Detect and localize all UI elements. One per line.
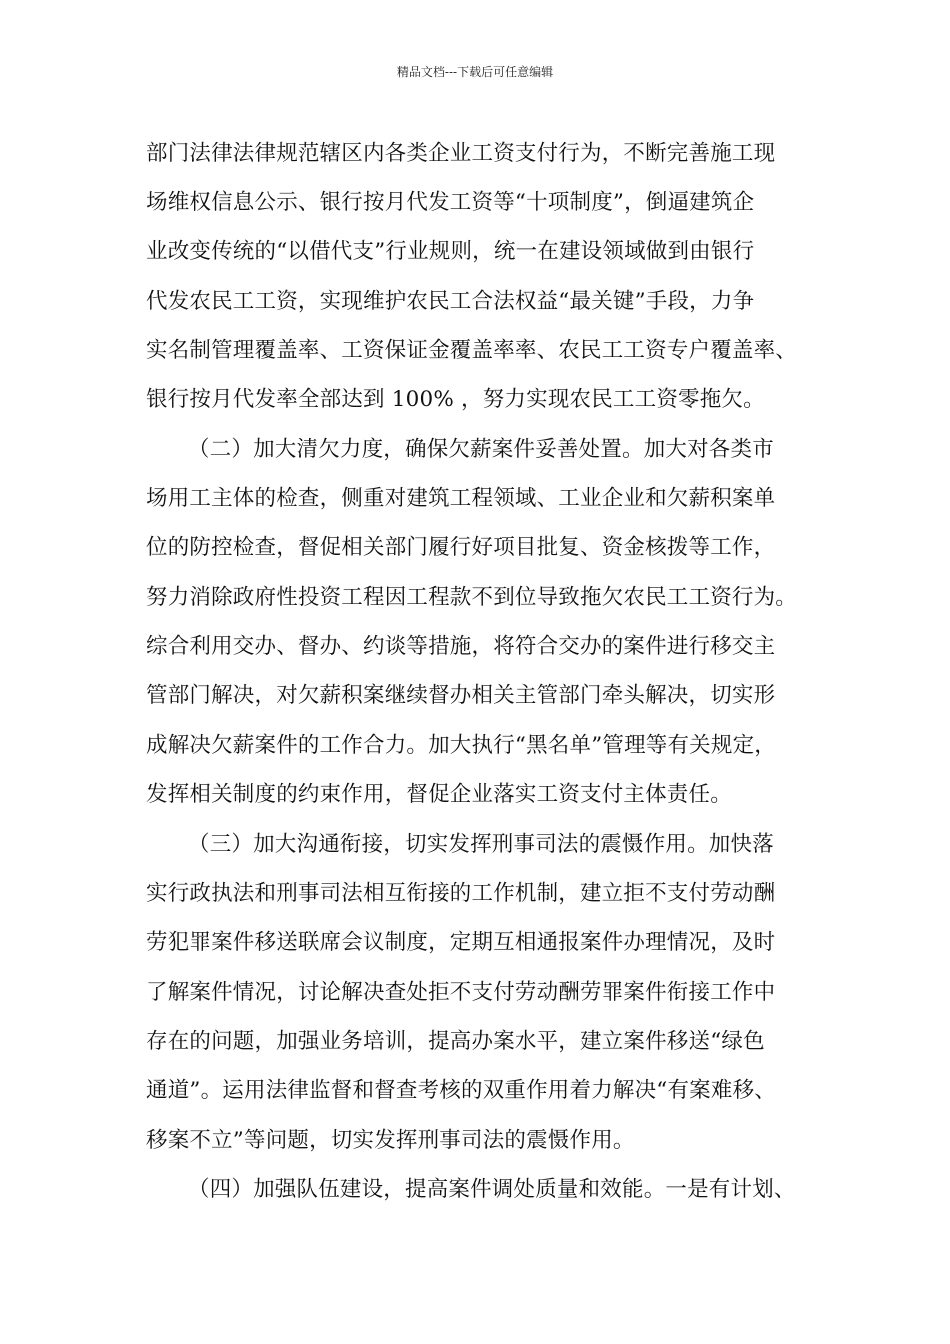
body-line: 努力消除政府性投资工程因工程款不到位导致拖欠农民工工资行为。: [146, 585, 798, 610]
page-header: 精品文档---下载后可任意编辑: [396, 65, 554, 79]
body-line: 发挥相关制度的约束作用，督促企业落实工资支付主体责任。: [146, 782, 732, 807]
body-line: 综合利用交办、督办、约谈等措施，将符合交办的案件进行移交主: [146, 634, 776, 659]
body-line: 代发农民工工资，实现维护农民工合法权益“最关键”手段，力争: [146, 289, 755, 314]
body-line: 场维权信息公示、银行按月代发工资等“十项制度”，倒逼建筑企: [146, 190, 755, 215]
body-line: 了解案件情况，讨论解决查处拒不支付劳动酬劳罪案件衔接工作中: [146, 980, 776, 1005]
paragraph-start-line: （四）加强队伍建设，提高案件调处质量和效能。一是有计划、: [188, 1177, 796, 1202]
body-line: 银行按月代发率全部达到 100% ，努力实现农民工工资零拖欠。: [146, 387, 765, 412]
body-line: 存在的问题，加强业务培训，提高办案水平，建立案件移送“绿色: [146, 1029, 765, 1054]
body-line: 成解决欠薪案件的工作合力。加大执行“黑名单”管理等有关规定，: [146, 733, 776, 758]
paragraph-start-line: （二）加大清欠力度，确保欠薪案件妥善处置。加大对各类市: [188, 437, 774, 462]
body-line: 实行政执法和刑事司法相互衔接的工作机制，建立拒不支付劳动酬: [146, 881, 776, 906]
body-line: 通道”。运用法律监督和督查考核的双重作用着力解决“有案难移、: [146, 1078, 776, 1103]
body-line: 移案不立”等问题，切实发挥刑事司法的震慑作用。: [146, 1128, 635, 1153]
body-line: 位的防控检查，督促相关部门履行好项目批复、资金核拨等工作，: [146, 535, 776, 560]
body-line: 场用工主体的检查，侧重对建筑工程领域、工业企业和欠薪积案单: [146, 486, 776, 511]
body-line: 劳犯罪案件移送联席会议制度，定期互相通报案件办理情况，及时: [146, 930, 776, 955]
body-line: 管部门解决，对欠薪积案继续督办相关主管部门牵头解决，切实形: [146, 683, 776, 708]
paragraph-start-line: （三）加大沟通衔接，切实发挥刑事司法的震慑作用。加快落: [188, 832, 774, 857]
body-line: 部门法律法律规范辖区内各类企业工资支付行为，不断完善施工现: [146, 141, 776, 166]
body-line: 实名制管理覆盖率、工资保证金覆盖率率、农民工工资专户覆盖率、: [146, 338, 798, 363]
body-line: 业改变传统的“以借代支”行业规则，统一在建设领域做到由银行: [146, 239, 755, 264]
